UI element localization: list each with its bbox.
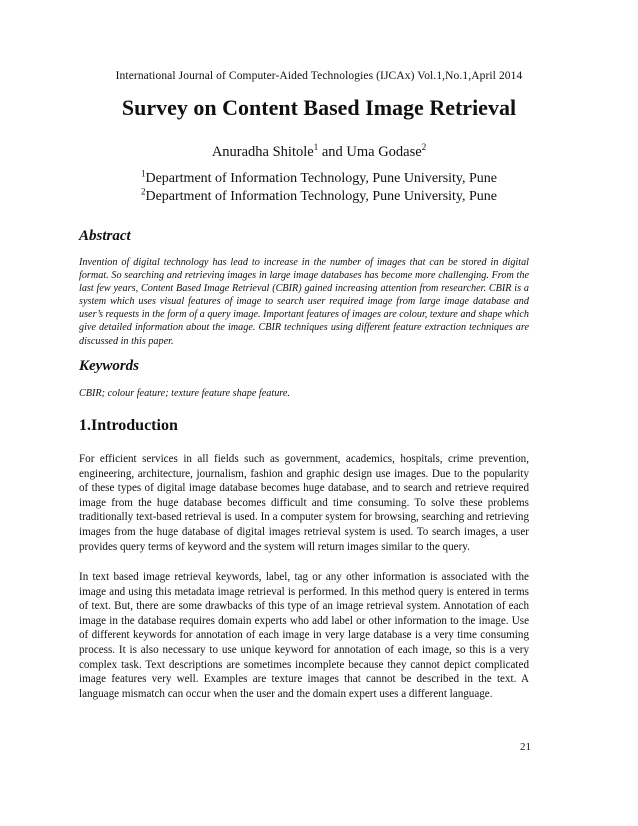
abstract-heading: Abstract xyxy=(79,228,131,244)
intro-paragraph: In text based image retrieval keywords, label, tag or any other information is associated with the image and using this metadata image retrieval is performed. In this method query is entered in terms of text. But, there are some drawbacks of this type of an image retrieval system. Annotation of each image in the database requires domain experts who add label or other information to the image. Use of different keywords for annotation of each image in very large database is a very time consuming process. It is also necessary to use unique keyword for annotation of each image, so this is a very complex task. Text descriptions are sometimes incomplete because they cannot depict complicated image features very well. Examples are texture images that cannot be described in the text. A language mismatch can occur when the user and the domain expert uses a different language. xyxy=(79,571,529,700)
page-number: 21 xyxy=(520,741,531,753)
affiliation-text: Department of Information Technology, Pune University, Pune xyxy=(145,171,498,186)
intro-paragraph: For efficient services in all fields such as government, academics, hospitals, crime prevention, engineering, architecture, journalism, fashion and graphic design use images. Due to the popularity of these types of digital image database becomes huge database, and to search and retrieve required image from the huge database becomes difficult and time consuming. To solve these problems traditionally text-based retrieval is used. In a computer system for browsing, searching and retrieving images from the huge database of digital images retrieval system is used. To search images, a user provides query terms of keyword and the system will return images similar to the query. xyxy=(79,453,529,553)
keywords-text: CBIR; colour feature; texture feature shape feature. xyxy=(79,388,290,399)
author-name: Uma Godase xyxy=(346,144,422,160)
journal-header: International Journal of Computer-Aided Technologies (IJCAx) Vol.1,No.1,April 2014 xyxy=(115,70,523,82)
affiliations xyxy=(0,170,638,206)
author-name: Anuradha Shitole xyxy=(211,144,314,160)
author-affiliation-mark: 2 xyxy=(421,142,427,153)
affiliation-line xyxy=(0,170,638,188)
author-connector: and xyxy=(318,144,347,160)
keywords-heading: Keywords xyxy=(79,358,139,374)
affiliation-mark: 2 xyxy=(140,186,146,197)
affiliation-text: Department of Information Technology, Pune University, Pune xyxy=(145,189,498,204)
paper-title: Survey on Content Based Image Retrieval xyxy=(121,95,517,120)
affiliation-line xyxy=(0,188,638,206)
author-line xyxy=(0,144,638,161)
affiliation-mark: 1 xyxy=(140,168,146,179)
introduction-heading: 1.Introduction xyxy=(79,417,178,434)
abstract-text: Invention of digital technology has lead to increase in the number of images that can be stored in digital format. So searching and retrieving images in large image databases has become more challenging. From the last few years, Content Based Image Retrieval (CBIR) gained increasing attention from researcher. CBIR is a system which uses visual features of image to search user required image from large image database and user’s requests in the form of a query image. Important features of images are colour, texture and shape which give detailed information about the image. CBIR techniques using different feature extraction techniques are discussed in this paper. xyxy=(79,257,529,347)
author-affiliation-mark: 1 xyxy=(313,142,319,153)
